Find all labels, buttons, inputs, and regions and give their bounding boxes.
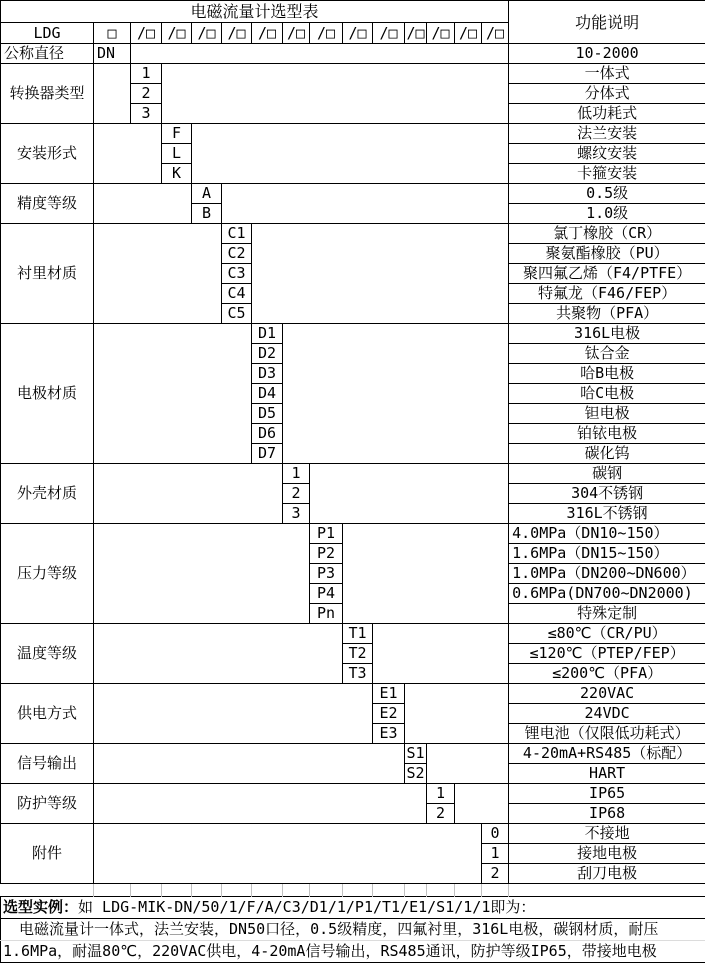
desc-cell: 1.0级 (509, 204, 705, 224)
code-cell: 3 (131, 104, 162, 124)
code-cell: P2 (310, 544, 343, 564)
gap-cell (1, 884, 94, 897)
desc-cell: ≤80℃（CR/PU） (509, 624, 705, 644)
filler-cell (94, 744, 405, 784)
desc-cell: 24VDC (509, 704, 705, 724)
desc-cell: 1.6MPa（DN15~150） (509, 544, 705, 564)
section-label: 压力等级 (1, 524, 94, 624)
code-cell: S1 (405, 744, 427, 764)
gap-cell (162, 884, 192, 897)
desc-cell: 分体式 (509, 84, 705, 104)
code-cell: L (162, 144, 192, 164)
code-cell: 3 (283, 504, 310, 524)
desc-cell: IP68 (509, 804, 705, 824)
filler-cell (94, 824, 482, 884)
example-heading-text: 如 LDG-MIK-DN/50/1/F/A/C3/D1/1/P1/T1/E1/S1/1/1即为： (78, 898, 535, 916)
section-label: 电极材质 (1, 324, 94, 464)
gap-cell (252, 884, 283, 897)
code-cell: 2 (283, 484, 310, 504)
gap-cell (131, 884, 162, 897)
model-slot: /□ (310, 23, 343, 44)
filler-cell (283, 324, 509, 464)
desc-cell: 铂铱电极 (509, 424, 705, 444)
example-heading (1, 897, 705, 919)
desc-cell: 316L不锈钢 (509, 504, 705, 524)
model-slot: /□ (283, 23, 310, 44)
model-slot: /□ (252, 23, 283, 44)
desc-cell: 共聚物（PFA） (509, 304, 705, 324)
code-cell: P1 (310, 524, 343, 544)
gap-cell (192, 884, 222, 897)
desc-cell: 0.6MPa(DN700~DN2000) (509, 584, 705, 604)
desc-cell: 4-20mA+RS485（标配） (509, 744, 705, 764)
desc-cell: 304不锈钢 (509, 484, 705, 504)
desc-cell: HART (509, 764, 705, 784)
desc-cell: 0.5级 (509, 184, 705, 204)
filler-cell (94, 524, 310, 624)
section-label: 衬里材质 (1, 224, 94, 324)
code-cell: D1 (252, 324, 283, 344)
desc-cell: 聚四氟乙烯（F4/PTFE） (509, 264, 705, 284)
gap-cell (222, 884, 252, 897)
desc-cell: 钛合金 (509, 344, 705, 364)
grid-gap-row (1, 884, 705, 897)
code-cell: T2 (343, 644, 373, 664)
code-cell: D4 (252, 384, 283, 404)
section-label: 精度等级 (1, 184, 94, 224)
code-cell: 2 (131, 84, 162, 104)
code-cell: B (192, 204, 222, 224)
section-label: 外壳材质 (1, 464, 94, 524)
code-cell: 1 (427, 784, 455, 804)
code-cell: S2 (405, 764, 427, 784)
filler-cell (94, 684, 373, 744)
model-slot: /□ (343, 23, 373, 44)
filler-cell (94, 784, 427, 824)
gap-cell (405, 884, 427, 897)
gap-cell (94, 884, 131, 897)
model-slot: /□ (482, 23, 509, 44)
code-cell: F (162, 124, 192, 144)
code-cell: D2 (252, 344, 283, 364)
desc-cell: 220VAC (509, 684, 705, 704)
section-label: 防护等级 (1, 784, 94, 824)
gap-cell (343, 884, 373, 897)
code-cell: 1 (283, 464, 310, 484)
model-first-box: □ (94, 23, 131, 44)
code-cell: DN (94, 44, 131, 64)
desc-cell: 碳钢 (509, 464, 705, 484)
model-slot: /□ (131, 23, 162, 44)
section-label: 信号输出 (1, 744, 94, 784)
table-title: 电磁流量计选型表 (1, 1, 509, 23)
filler-cell (427, 744, 509, 784)
model-slot: /□ (222, 23, 252, 44)
filler-cell (222, 184, 509, 224)
desc-cell: 低功耗式 (509, 104, 705, 124)
code-cell: P4 (310, 584, 343, 604)
function-header: 功能说明 (509, 1, 705, 44)
model-slot: /□ (373, 23, 405, 44)
desc-cell: IP65 (509, 784, 705, 804)
desc-cell: ≤200℃（PFA） (509, 664, 705, 684)
filler-cell (94, 324, 252, 464)
filler-cell (94, 64, 131, 124)
code-cell: C1 (222, 224, 252, 244)
filler-cell (94, 624, 343, 684)
desc-cell: 螺纹安装 (509, 144, 705, 164)
code-cell: C2 (222, 244, 252, 264)
code-cell: T1 (343, 624, 373, 644)
code-cell: C5 (222, 304, 252, 324)
desc-cell: 4.0MPa（DN10~150） (509, 524, 705, 544)
code-cell: T3 (343, 664, 373, 684)
filler-cell (192, 124, 509, 184)
desc-cell: 碳化钨 (509, 444, 705, 464)
filler-cell (455, 784, 509, 824)
model-slot: /□ (192, 23, 222, 44)
filler-cell (131, 44, 509, 64)
example-line: 电磁流量计一体式，法兰安装，DN50口径，0.5级精度，四氟衬里，316L电极，碳钢材质，耐压 (1, 919, 705, 941)
example-line: 1.6MPa，耐温80℃，220VAC供电，4-20mA信号输出，RS485通讯，防护等级IP65，带接地电极 (1, 941, 705, 963)
model-slot: /□ (405, 23, 427, 44)
code-cell: 0 (482, 824, 509, 844)
filler-cell (405, 684, 509, 744)
gap-cell (482, 884, 509, 897)
filler-cell (310, 464, 509, 524)
desc-cell: 锂电池（仅限低功耗式） (509, 724, 705, 744)
desc-cell: 法兰安装 (509, 124, 705, 144)
section-label: 转换器类型 (1, 64, 94, 124)
gap-cell (283, 884, 310, 897)
code-cell: P3 (310, 564, 343, 584)
filler-cell (94, 184, 192, 224)
gap-cell (310, 884, 343, 897)
code-cell: D3 (252, 364, 283, 384)
model-slot: /□ (455, 23, 482, 44)
desc-cell: 特氟龙（F46/FEP） (509, 284, 705, 304)
code-cell: C3 (222, 264, 252, 284)
desc-cell: 卡箍安装 (509, 164, 705, 184)
gap-cell (455, 884, 482, 897)
gap-cell (427, 884, 455, 897)
filler-cell (373, 624, 509, 684)
desc-cell: 1.0MPa（DN200~DN600） (509, 564, 705, 584)
filler-cell (162, 64, 509, 124)
desc-cell: 钽电极 (509, 404, 705, 424)
desc-cell: 10-2000 (509, 44, 705, 64)
desc-cell: 接地电极 (509, 844, 705, 864)
code-cell: E2 (373, 704, 405, 724)
example-heading-label: 选型实例： (3, 898, 78, 916)
code-cell: E1 (373, 684, 405, 704)
desc-cell: 刮刀电极 (509, 864, 705, 884)
desc-cell: 氯丁橡胶（CR） (509, 224, 705, 244)
code-cell: 2 (482, 864, 509, 884)
code-cell: A (192, 184, 222, 204)
desc-cell: ≤120℃（PTEP/FEP） (509, 644, 705, 664)
gap-cell (373, 884, 405, 897)
model-slot: /□ (162, 23, 192, 44)
desc-cell: 哈C电极 (509, 384, 705, 404)
code-cell: E3 (373, 724, 405, 744)
filler-cell (252, 224, 509, 324)
code-cell: 1 (131, 64, 162, 84)
code-cell: D7 (252, 444, 283, 464)
desc-cell: 特殊定制 (509, 604, 705, 624)
code-cell: 1 (482, 844, 509, 864)
code-cell: D6 (252, 424, 283, 444)
code-cell: C4 (222, 284, 252, 304)
filler-cell (94, 464, 283, 524)
section-label: 温度等级 (1, 624, 94, 684)
section-label: 附件 (1, 824, 94, 884)
filler-cell (94, 124, 162, 184)
filler-cell (94, 224, 222, 324)
filler-cell (343, 524, 509, 624)
desc-cell: 不接地 (509, 824, 705, 844)
section-label: 安装形式 (1, 124, 94, 184)
section-label: 公称直径 (1, 44, 94, 64)
code-cell: Pn (310, 604, 343, 624)
code-cell: 2 (427, 804, 455, 824)
desc-cell: 316L电极 (509, 324, 705, 344)
desc-cell: 一体式 (509, 64, 705, 84)
model-slot: /□ (427, 23, 455, 44)
section-label: 供电方式 (1, 684, 94, 744)
desc-cell: 聚氨酯橡胶（PU） (509, 244, 705, 264)
gap-cell (509, 884, 705, 897)
model-prefix: LDG (1, 23, 94, 44)
code-cell: D5 (252, 404, 283, 424)
desc-cell: 哈B电极 (509, 364, 705, 384)
code-cell: K (162, 164, 192, 184)
